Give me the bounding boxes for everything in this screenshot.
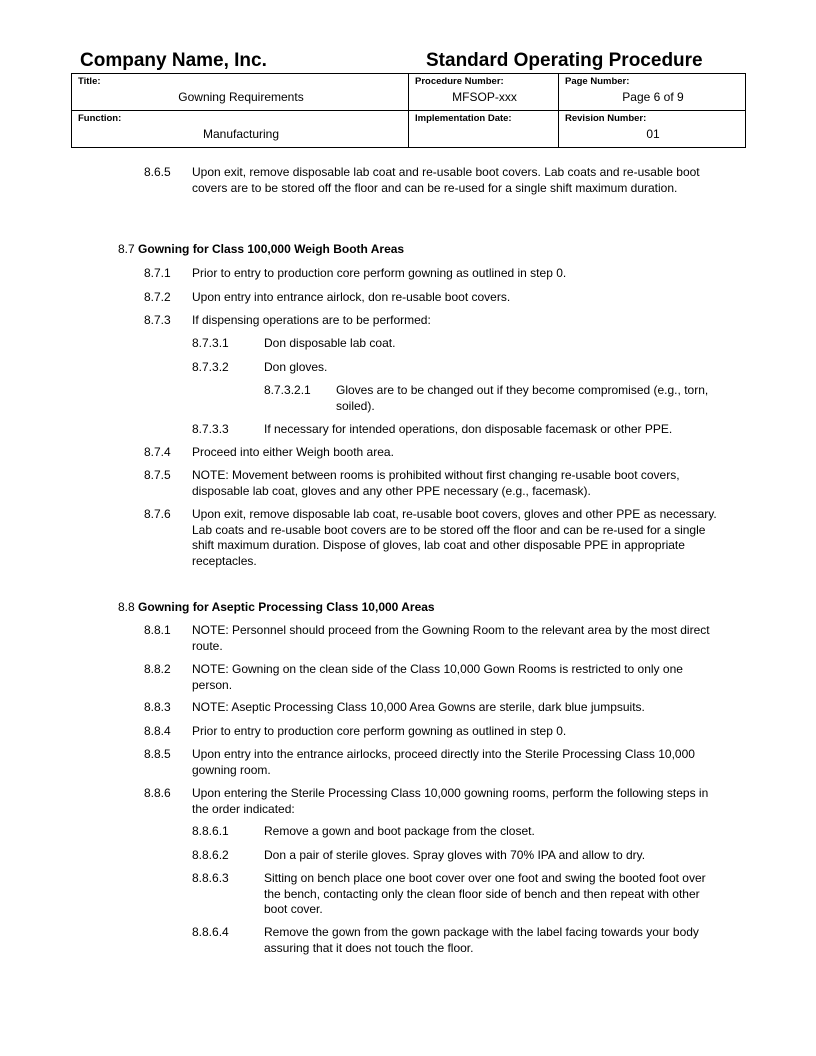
section-title: Gowning for Aseptic Processing Class 10,000 Areas — [138, 600, 435, 614]
step-text: NOTE: Gowning on the clean side of the Class 10,000 Gown Rooms is restricted to only one person. — [192, 662, 683, 692]
section-number: 8.7 — [118, 242, 135, 256]
function-cell — [72, 111, 409, 148]
step-number: 8.7.3.1 — [192, 336, 229, 350]
page-number-cell — [559, 74, 746, 111]
step-text: Don disposable lab coat. — [264, 336, 396, 350]
title-label: Title: — [78, 76, 101, 87]
section-number: 8.8 — [118, 600, 135, 614]
step-text: NOTE: Movement between rooms is prohibited without first changing re-usable boot covers, disposable lab coat, gloves and any other PPE necessary (e.g., facemask). — [192, 468, 680, 498]
step-text: Upon entering the Sterile Processing Class 10,000 gowning rooms, perform the following steps in the order indicated: — [192, 786, 709, 816]
step-number: 8.7.3.2 — [192, 360, 229, 374]
implementation-date-cell — [409, 111, 559, 148]
step-text: If necessary for intended operations, don disposable facemask or other PPE. — [264, 422, 673, 436]
step-number: 8.8.2 — [144, 662, 171, 676]
step-text: Gloves are to be changed out if they become compromised (e.g., torn, soiled). — [336, 383, 709, 413]
step-text: Prior to entry to production core perform gowning as outlined in step 0. — [192, 266, 567, 280]
step-number: 8.8.6.1 — [192, 824, 229, 838]
document-type: Standard Operating Procedure — [426, 50, 703, 71]
function-value: Manufacturing — [202, 127, 280, 141]
step-number: 8.8.6.3 — [192, 871, 229, 885]
step-number: 8.7.3.2.1 — [264, 383, 311, 397]
step-number: 8.6.5 — [144, 165, 171, 179]
step-text: NOTE: Aseptic Processing Class 10,000 Area Gowns are sterile, dark blue jumpsuits. — [192, 700, 645, 714]
implementation-date-label: Implementation Date: — [415, 113, 512, 124]
step-text: Remove a gown and boot package from the closet. — [264, 824, 535, 838]
step-text: Proceed into either Weigh booth area. — [192, 445, 394, 459]
function-label: Function: — [78, 113, 122, 124]
step-number: 8.8.4 — [144, 724, 171, 738]
step-text: Sitting on bench place one boot cover over one foot and swing the booted foot over the bench, contacting only the clean floor side of bench and then repeat with other boot cover. — [264, 871, 706, 916]
step-text: NOTE: Personnel should proceed from the Gowning Room to the relevant area by the most direct route. — [192, 623, 710, 653]
step-text: Remove the gown from the gown package with the label facing towards your body assuring that it does not touch the floor. — [264, 925, 699, 955]
revision-number-cell — [559, 111, 746, 148]
section-8-8 — [118, 600, 435, 616]
step-number: 8.7.4 — [144, 445, 171, 459]
procedure-number-value: MFSOP-xxx — [452, 90, 517, 104]
step-number: 8.7.2 — [144, 290, 171, 304]
step-number: 8.8.3 — [144, 700, 171, 714]
step-number: 8.7.1 — [144, 266, 171, 280]
title-cell — [72, 74, 409, 111]
step-text: Don a pair of sterile gloves. Spray gloves with 70% IPA and allow to dry. — [264, 848, 646, 862]
section-8-7 — [118, 242, 404, 258]
step-number: 8.7.3.3 — [192, 422, 229, 436]
step-number: 8.7.6 — [144, 507, 171, 521]
step-number: 8.7.3 — [144, 313, 171, 327]
title-value: Gowning Requirements — [178, 90, 304, 104]
header-table — [71, 73, 746, 148]
procedure-number-cell — [409, 74, 559, 111]
step-text: Upon entry into the entrance airlocks, proceed directly into the Sterile Processing Class 10,000 gowning room. — [192, 747, 695, 777]
company-name: Company Name, Inc. — [80, 50, 267, 71]
step-text: Upon exit, remove disposable lab coat, re-usable boot covers, gloves and other PPE as necessary. Lab coats and re-usable boot covers are to be stored off the floor and can be re-used for a single shift maximum duration. Dispose of gloves, lab coat and other disposable PPE in appropriate receptacles. — [192, 507, 717, 568]
step-number: 8.8.6.2 — [192, 848, 229, 862]
procedure-number-label: Procedure Number: — [415, 76, 504, 87]
step-number: 8.8.1 — [144, 623, 171, 637]
revision-number-value: 01 — [646, 127, 660, 141]
step-text: Don gloves. — [264, 360, 328, 374]
step-number: 8.7.5 — [144, 468, 171, 482]
step-text: Prior to entry to production core perform gowning as outlined in step 0. — [192, 724, 567, 738]
step-number: 8.8.5 — [144, 747, 171, 761]
page-number-value: Page 6 of 9 — [622, 90, 684, 104]
step-number: 8.8.6 — [144, 786, 171, 800]
page-number-label: Page Number: — [565, 76, 630, 87]
step-text: Upon exit, remove disposable lab coat and re-usable boot covers. Lab coats and re-usable boot covers are to be stored off the floor and can be re-used for a single shift maximum duration. — [192, 165, 700, 195]
step-text: If dispensing operations are to be performed: — [192, 313, 431, 327]
step-number: 8.8.6.4 — [192, 925, 229, 939]
section-title: Gowning for Class 100,000 Weigh Booth Areas — [138, 242, 405, 256]
step-text: Upon entry into entrance airlock, don re-usable boot covers. — [192, 290, 511, 304]
revision-number-label: Revision Number: — [565, 113, 647, 124]
